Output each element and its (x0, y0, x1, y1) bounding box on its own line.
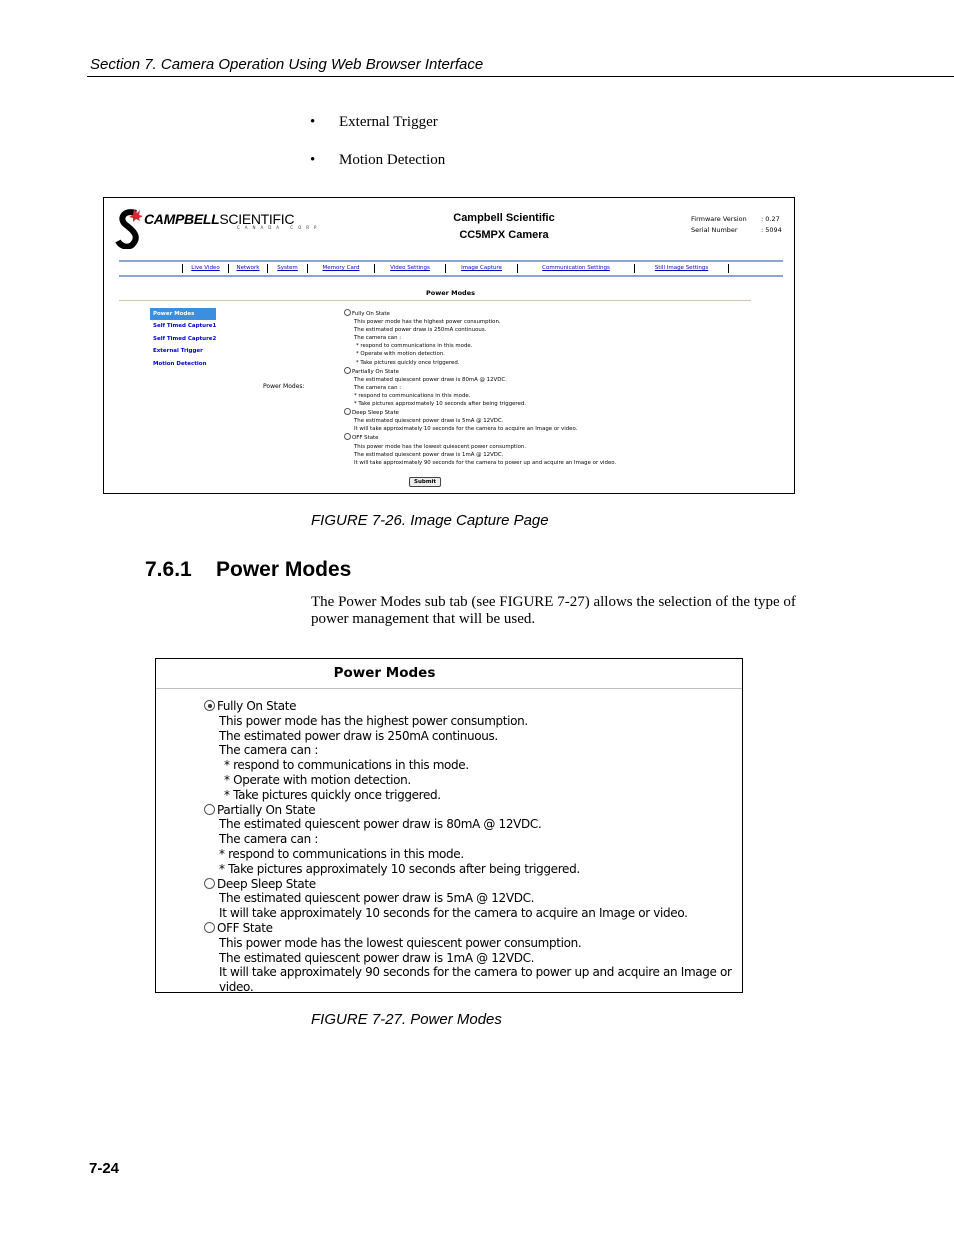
option-description: * Take pictures approximately 10 seconds after being triggered. (219, 861, 580, 876)
submenu-item-self-timed-capture1[interactable]: Self Timed Capture1 (153, 323, 217, 330)
radio-selected-icon[interactable] (204, 700, 215, 711)
submenu-item-self-timed-capture2[interactable]: Self Timed Capture2 (153, 335, 217, 342)
radio-fully-on-small[interactable] (344, 309, 351, 316)
heading-rule (119, 300, 751, 301)
tab-memory-card[interactable]: Memory Card (307, 264, 374, 273)
submenu (153, 308, 216, 370)
bullet-item: • External Trigger (310, 112, 445, 150)
option-capability: * Take pictures quickly once triggered. (224, 787, 441, 802)
radio-deep-sleep-small[interactable] (344, 408, 351, 415)
nav-bar (119, 260, 783, 277)
tab-network[interactable]: Network (228, 264, 267, 273)
radio-off-small[interactable] (344, 433, 351, 440)
tab-still-image-settings[interactable]: Still Image Settings (634, 264, 729, 273)
radio-icon[interactable] (204, 922, 215, 933)
submenu-item-motion-detection[interactable]: Motion Detection (153, 360, 207, 367)
radio-icon[interactable] (204, 804, 215, 815)
option-description: The camera can : (219, 832, 319, 847)
figure-caption: FIGURE 7-27. Power Modes (311, 1011, 502, 1028)
power-modes-field-label: Power Modes: (263, 383, 305, 390)
submenu-item-power-modes[interactable]: Power Modes (150, 308, 216, 320)
camera-title: Campbell Scientific CC5MPX Camera (453, 212, 555, 241)
logo-wordmark: CAMPBELLSCIENTIFIC (144, 211, 295, 227)
power-mode-options (204, 699, 742, 995)
power-modes-panel (155, 658, 743, 993)
submit-button[interactable]: Submit (409, 477, 441, 487)
option-partially-on[interactable]: Partially On State (204, 803, 742, 818)
section-heading: 7.6.1 Power Modes (145, 558, 352, 581)
radio-partially-on-small[interactable] (344, 367, 351, 374)
option-description: The estimated quiescent power draw is 1mA @ 12VDC. (219, 950, 535, 965)
option-description: * respond to communications in this mode. (219, 846, 464, 861)
option-off[interactable]: OFF State (204, 921, 742, 936)
submenu-item-external-trigger[interactable]: External Trigger (153, 348, 203, 355)
header-rule (87, 76, 954, 77)
figure-caption: FIGURE 7-26. Image Capture Page (311, 512, 549, 529)
option-description: The estimated quiescent power draw is 80mA @ 12VDC. (219, 817, 542, 832)
option-deep-sleep[interactable]: Deep Sleep State (204, 877, 742, 892)
option-capability: * respond to communications in this mode. (224, 758, 469, 773)
campbell-logo-icon (114, 207, 146, 249)
option-description: The estimated quiescent power draw is 5mA @ 12VDC. (219, 891, 535, 906)
tab-image-capture[interactable]: Image Capture (445, 264, 517, 273)
power-modes-title: Power Modes (333, 665, 436, 681)
tab-system[interactable]: System (267, 264, 307, 273)
logo-subtitle: CANADA CORP (237, 225, 322, 230)
firmware-info: Firmware Version : 0.27 Serial Number : 5094 (691, 215, 782, 234)
tab-communication-settings[interactable]: Communication Settings (517, 264, 634, 273)
power-modes-heading: Power Modes (426, 289, 475, 297)
option-fully-on[interactable]: Fully On State (204, 699, 742, 714)
page-number: 7-24 (89, 1160, 120, 1177)
option-description: The camera can : (219, 743, 319, 758)
option-capability: * Operate with motion detection. (224, 772, 411, 787)
option-description: It will take approximately 90 seconds for the camera to power up and acquire an Image or video. (219, 965, 732, 995)
bullet-item: • Motion Detection (310, 150, 445, 188)
option-description: It will take approximately 10 seconds for the camera to acquire an Image or video. (219, 906, 688, 921)
bullet-list (310, 112, 445, 188)
option-description: This power mode has the highest power consumption. (219, 713, 528, 728)
radio-icon[interactable] (204, 878, 215, 889)
tab-video-settings[interactable]: Video Settings (374, 264, 445, 273)
tab-live-video[interactable]: Live Video (182, 264, 228, 273)
section-paragraph: The Power Modes sub tab (see FIGURE 7-27) allows the selection of the type of power management that will be used. (311, 594, 796, 627)
option-description: This power mode has the lowest quiescent power consumption. (219, 935, 582, 950)
option-description: The estimated power draw is 250mA continuous. (219, 728, 498, 743)
running-header: Section 7. Camera Operation Using Web Browser Interface (90, 56, 484, 73)
image-capture-screenshot (103, 197, 795, 494)
power-mode-options-small: Fully On State This power mode has the highest power consumption. The estimated power draw is 250mA continuous. The camera can : * respond to communications in this mode. * Operate with motion detection. * Take pictures quickly once triggered. Partially On State The estimated quiescent power draw is 80mA @ 12VDC. The camera can : * respond to communications in this mode. * Take pictures approximately 10 seconds after being triggered. Deep Sleep State The estimated quiescent power draw is 5mA @ 12VDC. It will take approximately 10 seconds for the camera to acquire an Image or video. OFF State This power mode has the lowest quiescent power consumption. The estimated quiescent power draw is 1mA @ 12VDC. It will take approximately 90 seconds for the camera to power up and acquire an Image or video. (344, 309, 616, 467)
title-rule (156, 688, 742, 689)
